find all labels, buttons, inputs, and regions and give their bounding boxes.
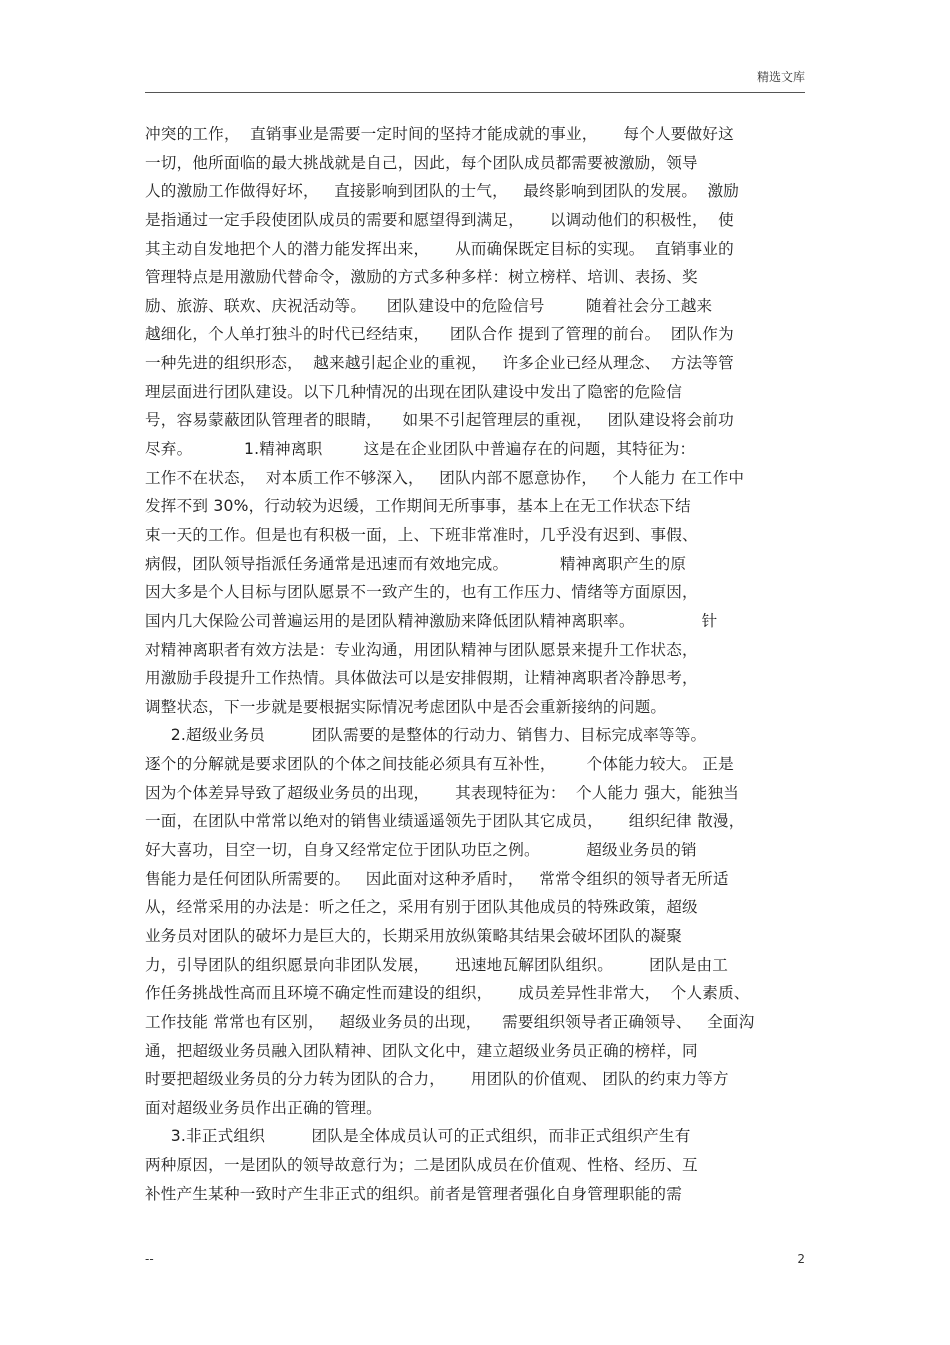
text-line: 逐个的分解就是要求团队的个体之间技能必须具有互补性， 个体能力较大。 正是 <box>145 755 734 774</box>
text-line: 对精神离职者有效方法是：专业沟通，用团队精神与团队愿景来提升工作状态， <box>145 640 698 659</box>
text-line: 尽弃。 1.精神离职 这是在企业团队中普遍存在的问题，其特征为： <box>145 440 696 459</box>
text-line: 管理特点是用激励代替命令，激励的方式多种多样：树立榜样、培训、表扬、奖 <box>145 268 698 287</box>
text-line: 病假，团队领导指派任务通常是迅速而有效地完成。 精神离职产生的原 <box>145 554 687 573</box>
text-line: 两种原因，一是团队的领导故意行为；二是团队成员在价值观、性格、经历、互 <box>145 1156 698 1175</box>
text-line: 时要把超级业务员的分力转为团队的合力， 用团队的价值观、 团队的约束力等方 <box>145 1070 729 1089</box>
text-line: 号，容易蒙蔽团队管理者的眼睛， 如果不引起管理层的重视， 团队建设将会前功 <box>145 411 734 430</box>
text-line: 2.超级业务员 团队需要的是整体的行动力、销售力、目标完成率等等。 <box>145 726 707 745</box>
text-line: 理层面进行团队建设。以下几种情况的出现在团队建设中发出了隐密的危险信 <box>145 382 682 401</box>
text-line: 因大多是个人目标与团队愿景不一致产生的，也有工作压力、情绪等方面原因， <box>145 583 698 602</box>
text-line: 其主动自发地把个人的潜力能发挥出来， 从而确保既定目标的实现。 直销事业的 <box>145 239 734 258</box>
text-line: 售能力是任何团队所需要的。 因此面对这种矛盾时， 常常令组织的领导者无所适 <box>145 869 729 888</box>
footer-marker: -- <box>145 1252 154 1266</box>
text-line: 是指通过一定手段使团队成员的需要和愿望得到满足， 以调动他们的积极性， 使 <box>145 210 734 229</box>
text-line: 发挥不到 30%，行动较为迟缓，工作期间无所事事，基本上在无工作状态下结 <box>145 497 691 516</box>
header-divider <box>145 92 805 93</box>
text-line: 调整状态，下一步就是要根据实际情况考虑团队中是否会重新接纳的问题。 <box>145 697 667 716</box>
document-body <box>145 120 810 1208</box>
text-line: 用激励手段提升工作热情。具体做法可以是安排假期，让精神离职者冷静思考， <box>145 669 698 688</box>
text-line: 工作不在状态， 对本质工作不够深入， 团队内部不愿意协作， 个人能力 在工作中 <box>145 468 745 487</box>
text-line: 作任务挑战性高而且环境不确定性而建设的组织， 成员差异性非常大， 个人素质、 <box>145 984 750 1003</box>
text-line: 冲突的工作， 直销事业是需要一定时间的坚持才能成就的事业， 每个人要做好这 <box>145 125 734 143</box>
text-line: 一切，他所面临的最大挑战就是自己，因此，每个团队成员都需要被激励，领导 <box>145 153 698 172</box>
text-line: 补性产生某种一致时产生非正式的组织。前者是管理者强化自身管理职能的需 <box>145 1184 682 1203</box>
text-line: 力，引导团队的组织愿景向非团队发展， 迅速地瓦解团队组织。 团队是由工 <box>145 955 729 974</box>
page-number: 2 <box>797 1252 805 1266</box>
text-line: 人的激励工作做得好坏， 直接影响到团队的士气， 最终影响到团队的发展。 激励 <box>145 182 740 201</box>
text-line: 一种先进的组织形态， 越来越引起企业的重视， 许多企业已经从理念、 方法等管 <box>145 354 734 373</box>
page-header-title: 精选文库 <box>756 70 805 84</box>
text-line: 从，经常采用的办法是：听之任之，采用有别于团队其他成员的特殊政策，超级 <box>145 898 698 917</box>
text-line: 因为个体差异导致了超级业务员的出现， 其表现特征为： 个人能力 强大，能独当 <box>145 783 740 802</box>
text-line: 3.非正式组织 团队是全体成员认可的正式组织，而非正式组织产生有 <box>145 1127 691 1146</box>
text-line: 业务员对团队的破坏力是巨大的，长期采用放纵策略其结果会破坏团队的凝聚 <box>145 926 682 945</box>
text-line: 束一天的工作。但是也有积极一面，上、下班非常准时，几乎没有迟到、事假、 <box>145 525 698 544</box>
text-line: 好大喜功，目空一切，自身又经常定位于团队功臣之例。 超级业务员的销 <box>145 841 697 860</box>
text-line: 一面，在团队中常常以绝对的销售业绩遥遥领先于团队其它成员， 组织纪律 散漫， <box>145 812 745 831</box>
text-line: 面对超级业务员作出正确的管理。 <box>145 1098 382 1117</box>
text-line: 通，把超级业务员融入团队精神、团队文化中，建立超级业务员正确的榜样，同 <box>145 1041 698 1060</box>
text-line: 励、旅游、联欢、庆祝活动等。 团队建设中的危险信号 随着社会分工越来 <box>145 296 713 315</box>
text-line: 越细化，个人单打独斗的时代已经结束， 团队合作 提到了管理的前台。 团队作为 <box>145 325 734 344</box>
text-line: 国内几大保险公司普遍运用的是团队精神激励来降低团队精神离职率。 针 <box>145 611 718 630</box>
text-line: 工作技能 常常也有区别， 超级业务员的出现， 需要组织领导者正确领导、 全面沟 <box>145 1012 755 1031</box>
